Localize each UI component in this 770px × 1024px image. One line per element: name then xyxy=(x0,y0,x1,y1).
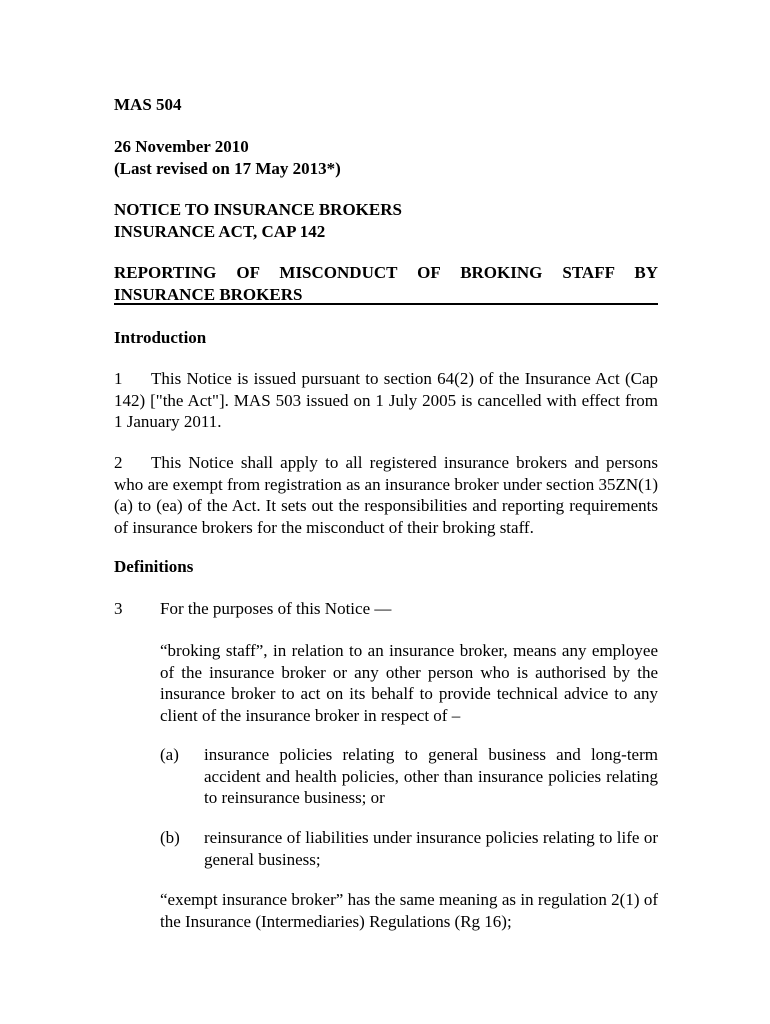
item-label: (a) xyxy=(160,745,179,764)
paragraph-number: 1 xyxy=(114,369,123,388)
notice-heading xyxy=(114,199,402,242)
paragraph-text: This Notice shall apply to all registered insurance brokers and persons who are exempt from registration as an insurance broker under section 35ZN(1)(a) to (ea) of the Act. It sets out the responsibilities and reporting requirements of insurance brokers for the misconduct of their broking staff. xyxy=(114,453,658,537)
item-label: (b) xyxy=(160,828,180,847)
definition-item-b xyxy=(160,827,658,870)
section-heading-introduction: Introduction xyxy=(114,328,207,347)
definition-broking-staff: “broking staff”, in relation to an insurance broker, means any employee of the insurance broker or any other person who is authorised by the insurance broker to act on its behalf to provide technical advice to any client of the insurance broker in respect of – xyxy=(160,641,658,725)
paragraph-text: This Notice is issued pursuant to section 64(2) of the Insurance Act (Cap 142) ["the Act"]. MAS 503 issued on 1 July 2005 is cancelled with effect from 1 January 2011. xyxy=(114,369,658,431)
paragraph-number: 3 xyxy=(114,599,123,618)
paragraph-3 xyxy=(114,598,391,620)
date-block xyxy=(114,136,341,179)
issue-date: 26 November 2010 xyxy=(114,137,249,156)
section-heading-definitions: Definitions xyxy=(114,557,194,576)
paragraph-2 xyxy=(114,452,658,538)
title-line-1: REPORTING OF MISCONDUCT OF BROKING STAFF BY xyxy=(114,263,658,282)
paragraph-1 xyxy=(114,368,658,433)
document-title xyxy=(114,262,658,305)
item-text: reinsurance of liabilities under insurance policies relating to life or general business; xyxy=(204,828,658,869)
notice-line-1: NOTICE TO INSURANCE BROKERS xyxy=(114,200,402,219)
title-divider xyxy=(114,303,658,305)
revision-date: (Last revised on 17 May 2013*) xyxy=(114,158,341,178)
definition-item-a xyxy=(160,744,658,809)
paragraph-number: 2 xyxy=(114,453,123,472)
document-code: MAS 504 xyxy=(114,95,182,114)
notice-line-2: INSURANCE ACT, CAP 142 xyxy=(114,221,326,241)
title-line-2: INSURANCE BROKERS xyxy=(114,284,303,304)
item-text: insurance policies relating to general business and long-term accident and health policies, other than insurance policies relating to reinsurance business; or xyxy=(204,745,658,807)
definition-exempt-insurance-broker: “exempt insurance broker” has the same meaning as in regulation 2(1) of the Insurance (Intermediaries) Regulations (Rg 16); xyxy=(160,890,658,931)
paragraph-text: For the purposes of this Notice — xyxy=(160,599,392,618)
